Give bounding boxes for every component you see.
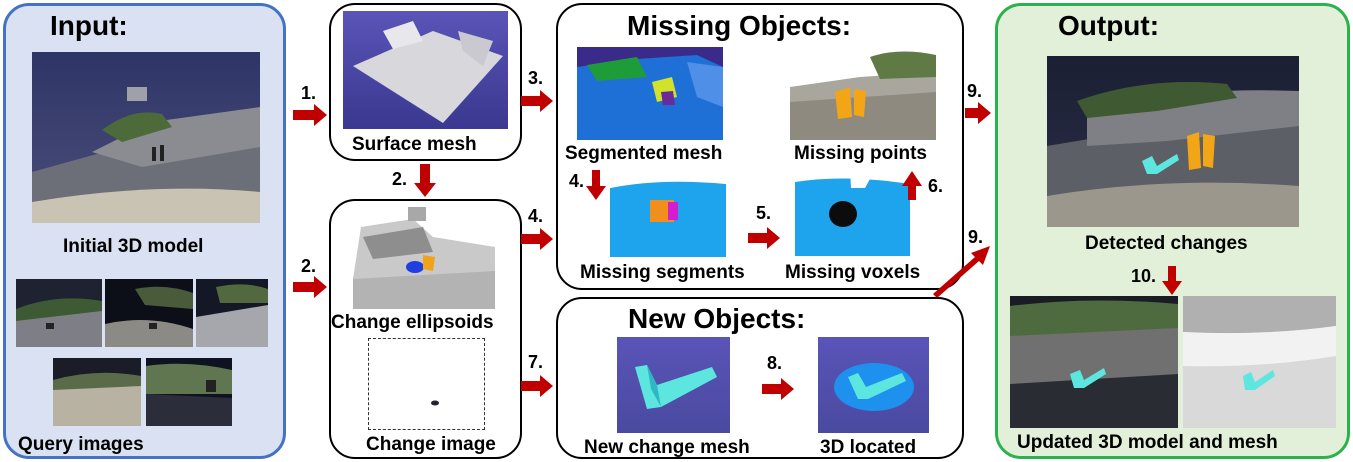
step-4-down-label: 4.	[569, 171, 585, 191]
step-10-label: 10.	[1131, 266, 1157, 286]
arrow-step-6	[902, 171, 922, 200]
arrow-step-9-top	[965, 102, 991, 124]
arrow-step-2-left	[293, 276, 327, 298]
arrow-step-7	[521, 375, 553, 397]
step-9-diagonal-label: 9.	[968, 227, 984, 247]
missing-segments-label: Missing segments	[580, 262, 745, 283]
arrow-step-10	[1162, 266, 1182, 295]
arrow-step-9-diagonal	[933, 246, 990, 298]
step-9-top-label: 9.	[967, 81, 983, 101]
step-2-down-label: 2.	[392, 169, 408, 189]
detected-changes-label: Detected changes	[1085, 233, 1248, 254]
arrow-step-1	[293, 104, 327, 126]
new-change-mesh-label: New change mesh	[584, 437, 750, 458]
segmented-mesh-label: Segmented mesh	[565, 143, 723, 164]
output-title: Output:	[1058, 10, 1160, 41]
arrow-step-5	[748, 227, 780, 249]
surface-mesh-label: Surface mesh	[352, 134, 477, 155]
step-4-right-label: 4.	[528, 206, 544, 226]
step-1-label: 1.	[301, 83, 317, 103]
step-7-label: 7.	[528, 352, 544, 372]
step-6-label: 6.	[928, 176, 944, 196]
step-8-label: 8.	[767, 353, 783, 373]
arrow-step-3	[521, 90, 553, 112]
change-ellipsoids-label: Change ellipsoids	[331, 312, 494, 333]
new-objects-title: New Objects:	[628, 303, 806, 334]
arrow-step-4-down	[586, 170, 606, 200]
missing-voxels-label: Missing voxels	[785, 262, 921, 283]
arrow-step-8	[762, 378, 794, 400]
step-3-label: 3.	[528, 68, 544, 88]
change-image-label: Change image	[366, 434, 496, 455]
step-5-label: 5.	[756, 203, 772, 223]
arrow-step-2-down	[414, 164, 436, 197]
step-2-left-label: 2.	[301, 256, 317, 276]
located-3d-label: 3D located	[820, 437, 917, 458]
initial-3d-model-label: Initial 3D model	[63, 236, 204, 257]
input-title: Input:	[50, 10, 128, 41]
arrow-step-4-right	[521, 228, 553, 250]
query-images-label: Query images	[18, 434, 144, 455]
missing-objects-title: Missing Objects:	[627, 10, 852, 41]
updated-3d-model-label: Updated 3D model and mesh	[1017, 432, 1278, 453]
missing-points-label: Missing points	[794, 143, 927, 164]
